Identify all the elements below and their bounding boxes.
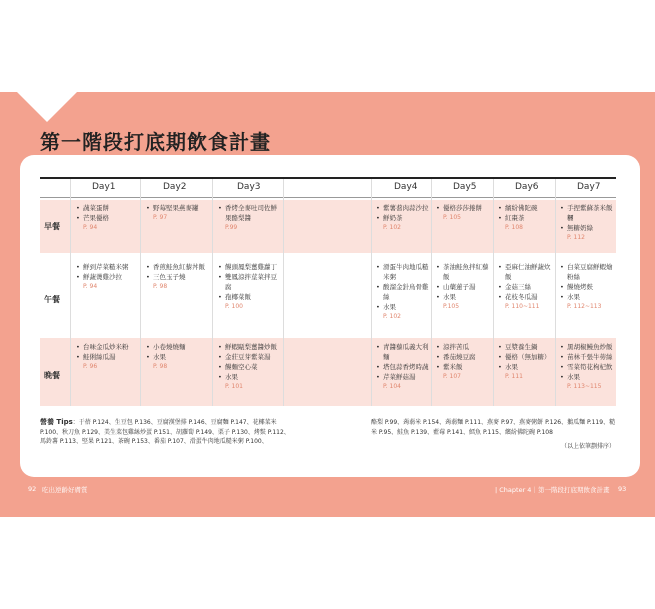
recipe-page: P. 102 [383,313,401,320]
tips-text-left: ：于蓓 P.124、生豆包 P.136、豆腐漢堡排 P.146、豆腐麵 P.147、花椰菜米 P.100、秋刀魚 P.129、美生菜包雞絲炒蛋 P.151、胡蘿蔔 P.149、栗子 P.130、烤麩 P.112、馬鈴薯 P.113、堅果 P.121、茶碗 P.153、番茄 P.107、滑蛋牛肉地瓜糙米粥 P.100、 [40,419,290,445]
dish: • 優格莎莎捲餅 [436,203,492,213]
dish: • 雪菜筍花枸杞飲 [560,362,616,372]
breakfast-day2 [146,203,209,223]
tips-label: 營養 Tips [40,418,73,426]
dish: • 芒果優格 [76,213,138,223]
dish: • 三色玉子燒 [146,272,209,282]
meal-label-dinner: 晚餐 [44,371,60,380]
dish: • 茶油鮭魚拌紅藜飯 [436,262,492,282]
left-page-number: 92 [28,485,37,493]
dish: • 芹菜鮮菇湯 [376,372,430,382]
recipe-page: P. 94 [83,224,98,231]
dish: • 鮮蝦甌梨薑醬炒飯 [218,342,280,352]
lunch-day4 [376,262,430,322]
nutrition-tips-left [40,418,290,447]
dish: • 孢椰菜飯 [218,292,280,302]
meal-label-lunch: 午餐 [44,295,60,304]
dish: • 番茄燒豆腐 [436,352,492,362]
day-header-1: Day1 [92,182,116,192]
recipe-page: P. 108 [505,224,523,231]
dinner-day3 [218,342,280,392]
column-divider [431,179,432,406]
dinner-day7 [560,342,616,392]
dish: • 黑胡椒鰻魚炒飯 [560,342,616,352]
column-divider [70,179,71,406]
recipe-page: P. 94 [83,283,98,290]
column-divider [493,179,494,406]
dish: • 手捏紫蘇茶米飯糰 [560,203,616,223]
left-running-title: 吃出逆齡好膚質 [42,486,88,494]
dish: • 鮮到芹菜糙米粥 [76,262,138,272]
right-page-number: 93 [618,485,627,493]
lunch-day6 [498,262,554,312]
sort-note: （以上依筆劃排序） [560,443,615,450]
tab-notch [17,92,77,122]
recipe-page: P. 107 [443,373,461,380]
lunch-day5 [436,262,492,312]
dish: • 香煎鮭魚紅藜丼飯 [146,262,209,272]
dish: • 優格（無加糖） [498,352,554,362]
dish: • 水果 [436,292,492,302]
day-header-7: Day7 [577,182,601,192]
dish: • 水果 [560,372,616,382]
recipe-page: P. 100 [225,303,243,310]
dinner-day4 [376,342,430,392]
recipe-page: P. 102 [383,224,401,231]
dish: • 花枝冬瓜湯 [498,292,554,302]
recipe-page: P. 98 [153,283,168,290]
lunch-day2 [146,262,209,292]
dish: • 酸溜金針鳥骨雞絲 [376,282,430,302]
dish: • 水果 [146,352,209,362]
dinner-day2 [146,342,209,372]
header-top-rule [40,177,616,179]
dish: • 饅頭鳳梨薑雞蘿丁 [218,262,280,272]
lunch-day7 [560,262,616,312]
dish: • 雙鳳涼拌莖菜拌豆腐 [218,272,280,292]
column-divider [371,179,372,406]
recipe-page: P. 97 [153,214,168,221]
dish: • 滑蛋牛肉地瓜糙米粥 [376,262,430,282]
dish: • 香烤全麥吐司佐鮮果酪梨醬 [218,203,280,223]
dish: • 繽紛佛陀碗 [498,203,554,213]
meal-label-breakfast: 早餐 [44,222,60,231]
recipe-page: P. 111 [505,373,523,380]
dish: • 金莊豆芽紫菜湯 [218,352,280,362]
dish: • 台味金瓜炒米粉 [76,342,138,352]
breakfast-day3 [218,203,280,233]
column-divider [283,179,284,406]
breakfast-day6 [498,203,554,233]
dish: • 鮮奶茶 [376,213,430,223]
recipe-page: P. 96 [83,363,98,370]
header-bottom-rule [40,197,616,198]
dish: • 饅燒烤麩 [560,282,616,292]
dish: • 野莓堅果燕麥罐 [146,203,209,213]
dish: • 紅棗茶 [498,213,554,223]
recipe-page: P. 105 [443,214,461,221]
recipe-page: P.105 [443,303,460,310]
recipe-page: P.99 [225,224,238,231]
dinner-day1 [76,342,138,372]
dish: • 小卷燒燒麵 [146,342,209,352]
dish: • 苗林千張牛蒡絲 [560,352,616,362]
lunch-day1 [76,262,138,292]
recipe-page: P. 104 [383,383,401,390]
lunch-day3 [218,262,280,312]
dish: • 饅麵空心菜 [218,362,280,372]
right-running-title: | Chapter 4｜第一階段打底期飲食計畫 [495,486,610,494]
breakfast-day5 [436,203,492,223]
dish: • 鮮蔬燙雞沙拉 [76,272,138,282]
dish: • 水果 [376,302,430,312]
breakfast-day4 [376,203,430,233]
dish: • 鮭俐絲瓜湯 [76,352,138,362]
column-divider [212,179,213,406]
page-title: 第一階段打底期飲食計畫 [40,130,271,154]
column-divider [555,179,556,406]
dish: • 青醬藜瓜義大利麵 [376,342,430,362]
dish: • 蔬菜蛋餅 [76,203,138,213]
day-header-5: Day5 [453,182,477,192]
day-header-6: Day6 [515,182,539,192]
recipe-page: P. 101 [225,383,243,390]
day-header-4: Day4 [394,182,418,192]
dish: • 紫米飯 [436,362,492,372]
recipe-page: P. 112~113 [567,303,602,310]
recipe-page: P. 110~111 [505,303,540,310]
breakfast-day7 [560,203,616,243]
dish: • 白菜豆腐鮮蝦燴粉絲 [560,262,616,282]
dish: • 涼拌苦瓜 [436,342,492,352]
recipe-page: P. 98 [153,363,168,370]
day-header-3: Day3 [237,182,261,192]
dish: • 水果 [498,362,554,372]
dinner-day5 [436,342,492,382]
dinner-day6 [498,342,554,382]
dish: • 豆漿養生鍋 [498,342,554,352]
day-header-2: Day2 [163,182,187,192]
dish: • 紫薯蕎肉蒜沙拉 [376,203,430,213]
column-divider [140,179,141,406]
breakfast-day1 [76,203,138,233]
dish: • 山藥蓮子湯 [436,282,492,292]
dish: • 金菇三絲 [498,282,554,292]
dish: • 無糖奶綠 [560,223,616,233]
dish: • 水果 [560,292,616,302]
dish: • 塔包蒜香烤時蔬 [376,362,430,372]
dish: • 亞麻仁油鮮蔬炊飯 [498,262,554,282]
recipe-page: P. 112 [567,234,585,241]
dish: • 水果 [218,372,280,382]
recipe-page: P. 113~115 [567,383,602,390]
nutrition-tips-right: 酪梨 P.99、蒟蒻米 P.154、蒟蒻麵 P.111、燕麥 P.97、燕麥粥餅 P.126、鵝瓜麵 P.119、糙米 P.95、鮭魚 P.139、藍莓 P.141、鱈魚 P.115、繽紛佛陀碗 P.108 [371,419,616,436]
